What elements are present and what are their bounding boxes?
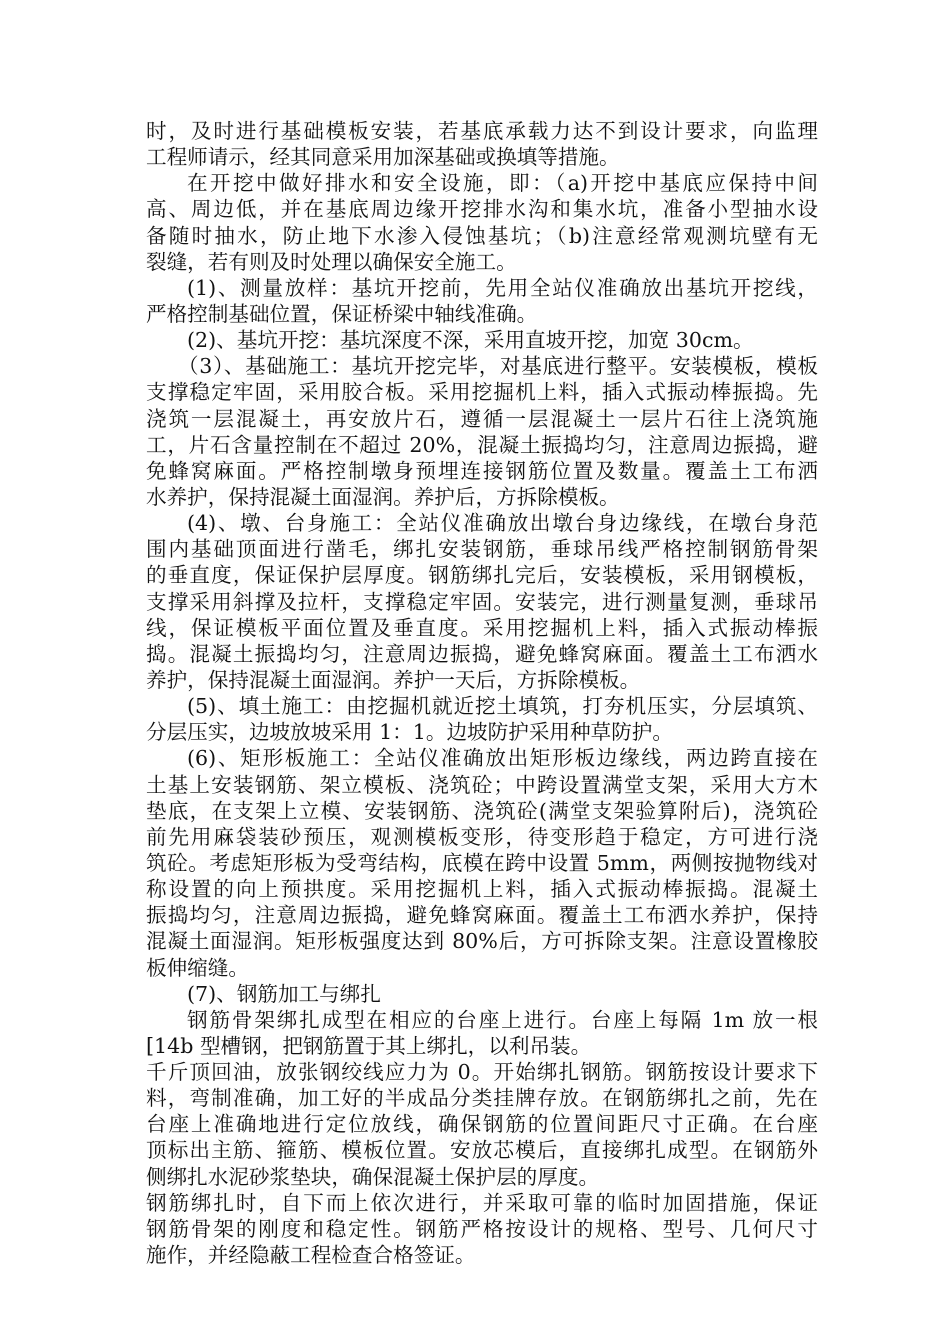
paragraph [146, 1190, 818, 1268]
paragraph [146, 353, 818, 510]
text-line: 的垂直度，保证保护层厚度。钢筋绑扎完后，安装模板，采用钢模板， [146, 563, 818, 588]
text-line: 钢筋骨架绑扎成型在相应的台座上进行。台座上每隔 1m 放一根 [187, 1007, 818, 1032]
text-line: (4)、墩、台身施工：全站仪准确放出墩台身边缘线，在墩台身范 [187, 511, 818, 536]
paragraph [146, 170, 818, 275]
paragraph [146, 1059, 818, 1190]
paragraph [146, 327, 818, 353]
text-line: 工，片石含量控制在不超过 20%，混凝土振捣均匀，注意周边振捣，避 [146, 432, 818, 457]
text-line: 在开挖中做好排水和安全设施，即：（a)开挖中基底应保持中间 [187, 171, 818, 196]
text-line: 料，弯制准确，加工好的半成品分类挂牌存放。在钢筋绑扎之前，先在 [146, 1086, 818, 1111]
text-line: [14b 型槽钢，把钢筋置于其上绑扎，以利吊装。 [146, 1033, 592, 1058]
text-line: 备随时抽水，防止地下水渗入侵蚀基坑；（b)注意经常观测坑壁有无 [146, 223, 818, 248]
text-line: 支撑稳定牢固，采用胶合板。采用挖掘机上料，插入式振动棒振捣。先 [146, 380, 818, 405]
text-line: 钢筋绑扎时，自下而上依次进行，并采取可靠的临时加固措施，保证 [146, 1190, 818, 1215]
text-line: 混凝土面湿润。矩形板强度达到 80%后，方可拆除支架。注意设置橡胶 [146, 929, 818, 954]
paragraph [146, 745, 818, 980]
text-line: 振捣均匀，注意周边振捣，避免蜂窝麻面。覆盖土工布洒水养护，保持 [146, 903, 818, 928]
text-line: 土基上安装钢筋、架立模板、浇筑砼；中跨设置满堂支架，采用大方木 [146, 772, 818, 797]
paragraph [146, 981, 818, 1007]
text-line: 裂缝，若有则及时处理以确保安全施工。 [146, 249, 517, 274]
text-line: 养护，保持混凝土面湿润。养护一天后，方拆除模板。 [146, 667, 641, 692]
text-line: 千斤顶回油，放张钢绞线应力为 0。开始绑扎钢筋。钢筋按设计要求下 [146, 1060, 818, 1085]
text-line: 顶标出主筋、箍筋、模板位置。安放芯模后，直接绑扎成型。在钢筋外 [146, 1138, 818, 1163]
text-line: 分层压实，边坡放坡采用 1：1。边坡防护采用种草防护。 [146, 720, 673, 745]
paragraph [146, 510, 818, 693]
text-line: 免蜂窝麻面。严格控制墩身预埋连接钢筋位置及数量。覆盖土工布洒 [146, 458, 818, 483]
text-line: 钢筋骨架的刚度和稳定性。钢筋严格按设计的规格、型号、几何尺寸 [146, 1216, 818, 1241]
text-line: 捣。混凝土振捣均匀，注意周边振捣，避免蜂窝麻面。覆盖土工布洒水 [146, 641, 818, 666]
paragraph [146, 275, 818, 327]
text-line: 高、周边低，并在基底周边缘开挖排水沟和集水坑，准备小型抽水设 [146, 197, 818, 222]
text-line: 前先用麻袋装砂预压，观测模板变形，待变形趋于稳定，方可进行浇 [146, 824, 818, 849]
text-line: 称设置的向上预拱度。采用挖掘机上料，插入式振动棒振捣。混凝土 [146, 877, 818, 902]
text-line: 浇筑一层混凝土，再安放片石，遵循一层混凝土一层片石往上浇筑施 [146, 406, 818, 431]
text-line: (2)、基坑开挖：基坑深度不深，采用直坡开挖，加宽 30cm。 [187, 328, 754, 353]
text-line: 施作，并经隐蔽工程检查合格签证。 [146, 1243, 476, 1268]
text-line: 水养护，保持混凝土面湿润。养护后，方拆除模板。 [146, 484, 620, 509]
paragraph [146, 118, 818, 170]
text-line: 工程师请示，经其同意采用加深基础或换填等措施。 [146, 145, 620, 170]
text-line: (1)、测量放样：基坑开挖前，先用全站仪准确放出基坑开挖线， [187, 275, 818, 300]
document-body [146, 118, 818, 1268]
text-line: 线，保证模板平面位置及垂直度。采用挖掘机上料，插入式振动棒振 [146, 615, 818, 640]
text-line: 时，及时进行基础模板安装，若基底承载力达不到设计要求，向监理 [146, 119, 818, 143]
text-line: 垫底，在支架上立模、安装钢筋、浇筑砼(满堂支架验算附后)，浇筑砼 [146, 798, 818, 823]
paragraph [146, 1007, 818, 1059]
text-line: 筑砼。考虑矩形板为受弯结构，底模在跨中设置 5mm，两侧按抛物线对 [146, 850, 818, 875]
text-line: 台座上准确地进行定位放线，确保钢筋的位置间距尺寸正确。在台座 [146, 1112, 818, 1137]
paragraph [146, 693, 818, 745]
text-line: 侧绑扎水泥砂浆垫块，确保混凝土保护层的厚度。 [146, 1164, 600, 1189]
text-line: (6)、矩形板施工：全站仪准确放出矩形板边缘线，两边跨直接在 [187, 746, 818, 771]
text-line: 支撑采用斜撑及拉杆，支撑稳定牢固。安装完，进行测量复测，垂球吊 [146, 589, 818, 614]
text-line: 围内基础顶面进行凿毛，绑扎安装钢筋，垂球吊线严格控制钢筋骨架 [146, 537, 818, 562]
text-line: (7)、钢筋加工与绑扎 [187, 981, 381, 1006]
text-line: 板伸缩缝。 [146, 955, 249, 980]
text-line: 严格控制基础位置，保证桥梁中轴线准确。 [146, 301, 538, 326]
text-line: (5)、填土施工：由挖掘机就近挖土填筑，打夯机压实，分层填筑、 [187, 694, 818, 719]
text-line: （3）、基础施工：基坑开挖完毕，对基底进行整平。安装模板，模板 [178, 354, 818, 379]
